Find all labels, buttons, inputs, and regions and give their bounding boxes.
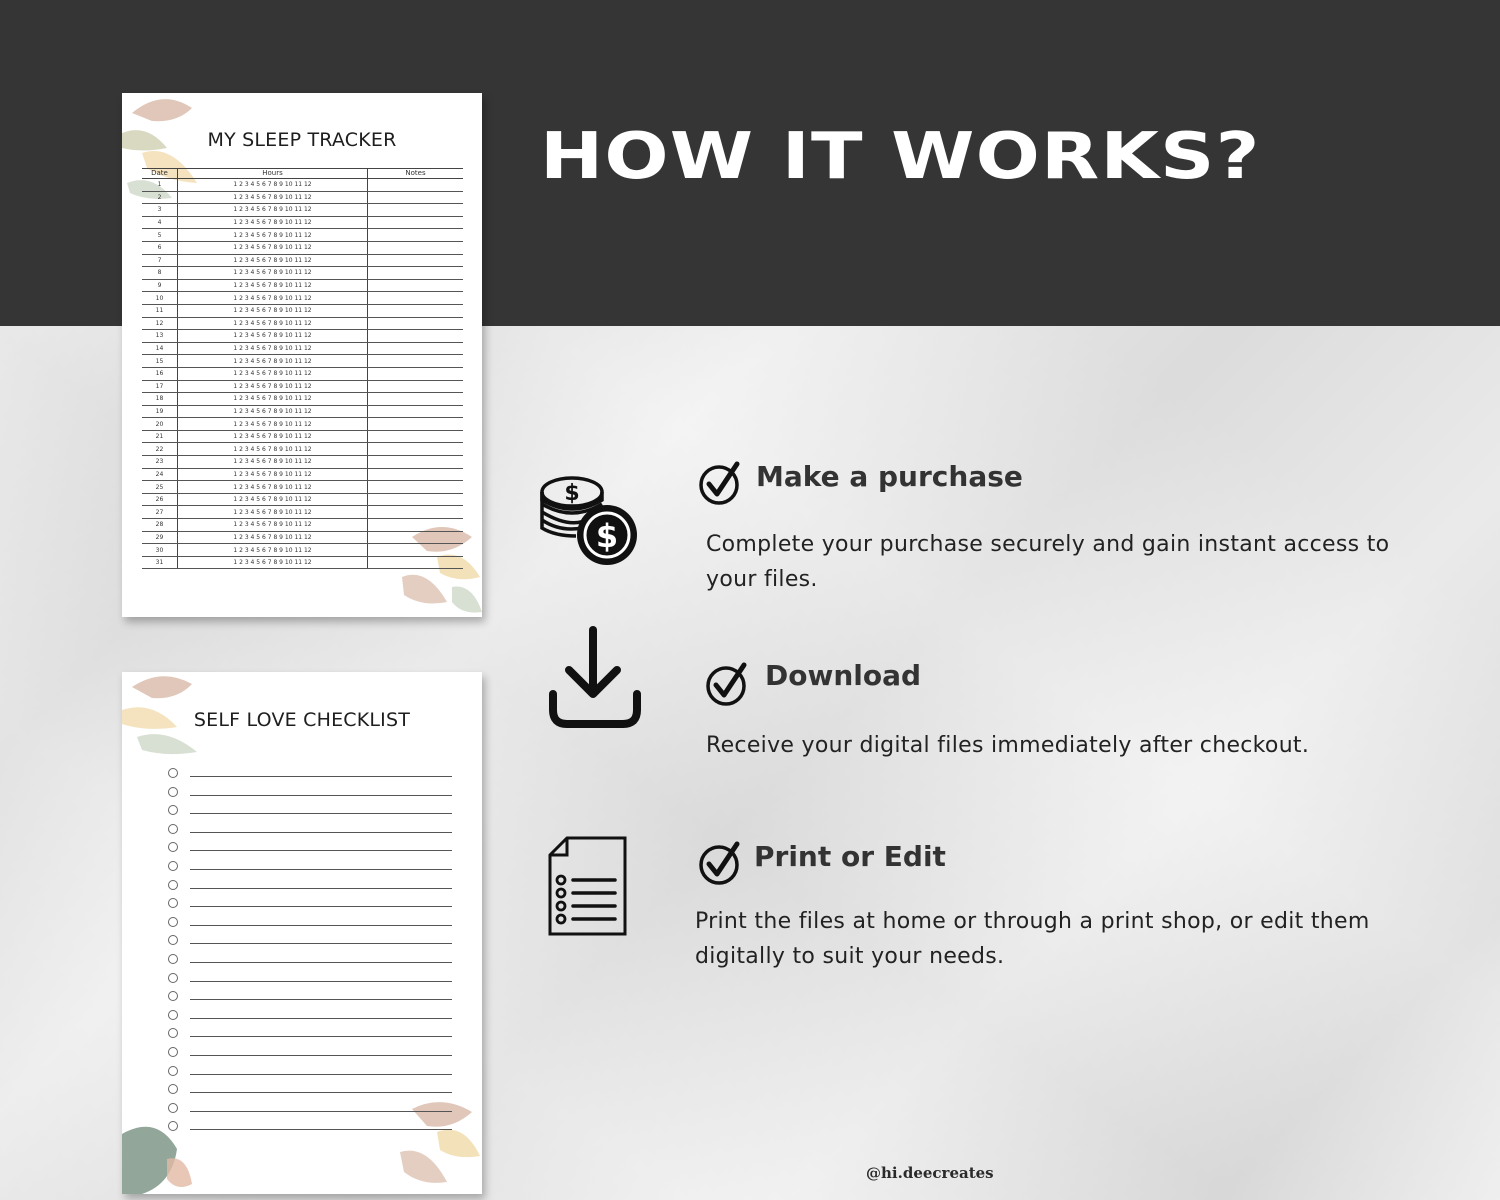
table-row xyxy=(142,304,463,317)
download-icon xyxy=(547,624,643,732)
day-number-cell: 17 xyxy=(142,380,178,393)
hours-scale-cell: 1 2 3 4 5 6 7 8 9 10 11 12 xyxy=(178,468,368,481)
notes-cell xyxy=(368,254,464,267)
checklist-item xyxy=(168,823,452,842)
notes-cell xyxy=(368,267,464,280)
table-row xyxy=(142,405,463,418)
writing-line xyxy=(190,1018,452,1019)
page-headline: HOW IT WORKS? xyxy=(540,120,1261,194)
table-row xyxy=(142,179,463,192)
day-number-cell: 21 xyxy=(142,430,178,443)
writing-line xyxy=(190,776,452,777)
notes-cell xyxy=(368,393,464,406)
day-number-cell: 8 xyxy=(142,267,178,280)
sleep-tracker-title: MY SLEEP TRACKER xyxy=(207,129,397,151)
table-row xyxy=(142,493,463,506)
empty-checkbox-icon xyxy=(168,991,178,1001)
hours-scale-cell: 1 2 3 4 5 6 7 8 9 10 11 12 xyxy=(178,380,368,393)
day-number-cell: 7 xyxy=(142,254,178,267)
day-number-cell: 5 xyxy=(142,229,178,242)
day-number-cell: 4 xyxy=(142,216,178,229)
table-row xyxy=(142,443,463,456)
hours-scale-cell: 1 2 3 4 5 6 7 8 9 10 11 12 xyxy=(178,179,368,192)
sleep-tracker-page-preview xyxy=(122,93,482,617)
empty-checkbox-icon xyxy=(168,954,178,964)
hours-scale-cell: 1 2 3 4 5 6 7 8 9 10 11 12 xyxy=(178,191,368,204)
day-number-cell: 16 xyxy=(142,367,178,380)
checklist-item xyxy=(168,767,452,786)
notes-cell xyxy=(368,179,464,192)
coins-dollar-icon xyxy=(540,474,640,569)
notes-cell xyxy=(368,330,464,343)
notes-cell xyxy=(368,355,464,368)
empty-checkbox-icon xyxy=(168,1047,178,1057)
hours-scale-cell: 1 2 3 4 5 6 7 8 9 10 11 12 xyxy=(178,367,368,380)
hours-scale-cell: 1 2 3 4 5 6 7 8 9 10 11 12 xyxy=(178,292,368,305)
table-row xyxy=(142,418,463,431)
day-number-cell: 20 xyxy=(142,418,178,431)
hours-scale-cell: 1 2 3 4 5 6 7 8 9 10 11 12 xyxy=(178,544,368,557)
notes-cell xyxy=(368,493,464,506)
empty-checkbox-icon xyxy=(168,935,178,945)
checklist-item xyxy=(168,1065,452,1084)
check-circle-icon xyxy=(697,840,743,886)
table-header-row xyxy=(142,169,463,179)
document-list-icon xyxy=(547,836,629,938)
table-row xyxy=(142,393,463,406)
notes-cell xyxy=(368,342,464,355)
notes-cell xyxy=(368,506,464,519)
hours-scale-cell: 1 2 3 4 5 6 7 8 9 10 11 12 xyxy=(178,418,368,431)
day-number-cell: 14 xyxy=(142,342,178,355)
checklist-item xyxy=(168,879,452,898)
table-row xyxy=(142,506,463,519)
writing-line xyxy=(190,813,452,814)
checklist-item xyxy=(168,953,452,972)
empty-checkbox-icon xyxy=(168,917,178,927)
hours-scale-cell: 1 2 3 4 5 6 7 8 9 10 11 12 xyxy=(178,330,368,343)
notes-column-header: Notes xyxy=(368,169,464,179)
step-description-print-or-edit: Print the files at home or through a print shop, or edit them digitally to suit your needs. xyxy=(695,909,1370,969)
writing-line xyxy=(190,1111,452,1112)
table-row xyxy=(142,468,463,481)
day-number-cell: 28 xyxy=(142,519,178,532)
notes-cell xyxy=(368,556,464,569)
writing-line xyxy=(190,925,452,926)
table-row xyxy=(142,544,463,557)
checklist-item xyxy=(168,860,452,879)
check-circle-icon xyxy=(697,460,743,506)
checklist-item xyxy=(168,1083,452,1102)
day-number-cell: 10 xyxy=(142,292,178,305)
day-number-cell: 2 xyxy=(142,191,178,204)
notes-cell xyxy=(368,519,464,532)
notes-cell xyxy=(368,304,464,317)
notes-cell xyxy=(368,367,464,380)
notes-cell xyxy=(368,418,464,431)
writing-line xyxy=(190,981,452,982)
writing-line xyxy=(190,999,452,1000)
empty-checkbox-icon xyxy=(168,1084,178,1094)
notes-cell xyxy=(368,380,464,393)
day-number-cell: 11 xyxy=(142,304,178,317)
table-row xyxy=(142,292,463,305)
hours-scale-cell: 1 2 3 4 5 6 7 8 9 10 11 12 xyxy=(178,531,368,544)
day-number-cell: 23 xyxy=(142,456,178,469)
hours-scale-cell: 1 2 3 4 5 6 7 8 9 10 11 12 xyxy=(178,493,368,506)
empty-checkbox-icon xyxy=(168,1121,178,1131)
table-row xyxy=(142,279,463,292)
notes-cell xyxy=(368,241,464,254)
hours-scale-cell: 1 2 3 4 5 6 7 8 9 10 11 12 xyxy=(178,556,368,569)
hours-scale-cell: 1 2 3 4 5 6 7 8 9 10 11 12 xyxy=(178,254,368,267)
writing-line xyxy=(190,850,452,851)
checklist-item xyxy=(168,972,452,991)
notes-cell xyxy=(368,456,464,469)
hours-scale-cell: 1 2 3 4 5 6 7 8 9 10 11 12 xyxy=(178,456,368,469)
step-description-purchase: Complete your purchase securely and gain instant access to your files. xyxy=(706,532,1390,592)
hours-scale-cell: 1 2 3 4 5 6 7 8 9 10 11 12 xyxy=(178,279,368,292)
day-number-cell: 18 xyxy=(142,393,178,406)
writing-line xyxy=(190,888,452,889)
day-number-cell: 15 xyxy=(142,355,178,368)
table-row xyxy=(142,430,463,443)
empty-checkbox-icon xyxy=(168,805,178,815)
checklist-item xyxy=(168,1009,452,1028)
hours-scale-cell: 1 2 3 4 5 6 7 8 9 10 11 12 xyxy=(178,443,368,456)
notes-cell xyxy=(368,481,464,494)
table-row xyxy=(142,519,463,532)
notes-cell xyxy=(368,443,464,456)
table-row xyxy=(142,556,463,569)
sleep-tracker-table xyxy=(142,168,463,569)
empty-checkbox-icon xyxy=(168,973,178,983)
table-row xyxy=(142,380,463,393)
day-number-cell: 12 xyxy=(142,317,178,330)
notes-cell xyxy=(368,317,464,330)
day-number-cell: 24 xyxy=(142,468,178,481)
writing-line xyxy=(190,1074,452,1075)
empty-checkbox-icon xyxy=(168,880,178,890)
day-number-cell: 29 xyxy=(142,531,178,544)
day-number-cell: 27 xyxy=(142,506,178,519)
writing-line xyxy=(190,1055,452,1056)
hours-scale-cell: 1 2 3 4 5 6 7 8 9 10 11 12 xyxy=(178,342,368,355)
notes-cell xyxy=(368,204,464,217)
writing-line xyxy=(190,832,452,833)
table-row xyxy=(142,481,463,494)
hours-scale-cell: 1 2 3 4 5 6 7 8 9 10 11 12 xyxy=(178,481,368,494)
notes-cell xyxy=(368,229,464,242)
writing-line xyxy=(190,906,452,907)
checklist-item xyxy=(168,1046,452,1065)
day-number-cell: 26 xyxy=(142,493,178,506)
svg-text:$: $ xyxy=(564,481,580,506)
table-row xyxy=(142,267,463,280)
writing-line xyxy=(190,1092,452,1093)
hours-scale-cell: 1 2 3 4 5 6 7 8 9 10 11 12 xyxy=(178,216,368,229)
writing-line xyxy=(190,1036,452,1037)
creator-handle: @hi.deecreates xyxy=(866,1164,994,1182)
checklist-item xyxy=(168,841,452,860)
writing-line xyxy=(190,1129,452,1130)
table-row xyxy=(142,191,463,204)
checklist-item xyxy=(168,1102,452,1121)
table-row xyxy=(142,531,463,544)
hours-scale-cell: 1 2 3 4 5 6 7 8 9 10 11 12 xyxy=(178,267,368,280)
hours-scale-cell: 1 2 3 4 5 6 7 8 9 10 11 12 xyxy=(178,304,368,317)
step-description-download: Receive your digital files immediately after checkout. xyxy=(706,733,1310,758)
notes-cell xyxy=(368,405,464,418)
hours-scale-cell: 1 2 3 4 5 6 7 8 9 10 11 12 xyxy=(178,393,368,406)
checklist-item xyxy=(168,804,452,823)
step-heading-purchase: Make a purchase xyxy=(756,460,1023,493)
table-row xyxy=(142,330,463,343)
self-love-checklist-page-preview xyxy=(122,672,482,1194)
writing-line xyxy=(190,795,452,796)
table-row xyxy=(142,355,463,368)
table-row xyxy=(142,204,463,217)
empty-checkbox-icon xyxy=(168,861,178,871)
checklist-item xyxy=(168,897,452,916)
day-number-cell: 13 xyxy=(142,330,178,343)
notes-cell xyxy=(368,544,464,557)
table-row xyxy=(142,229,463,242)
hours-column-header: Hours xyxy=(178,169,368,179)
notes-cell xyxy=(368,292,464,305)
hours-scale-cell: 1 2 3 4 5 6 7 8 9 10 11 12 xyxy=(178,317,368,330)
svg-text:$: $ xyxy=(595,517,619,555)
day-number-cell: 1 xyxy=(142,179,178,192)
checklist-lines xyxy=(168,767,452,1139)
table-row xyxy=(142,367,463,380)
day-number-cell: 25 xyxy=(142,481,178,494)
day-number-cell: 9 xyxy=(142,279,178,292)
notes-cell xyxy=(368,279,464,292)
hours-scale-cell: 1 2 3 4 5 6 7 8 9 10 11 12 xyxy=(178,430,368,443)
day-number-cell: 30 xyxy=(142,544,178,557)
empty-checkbox-icon xyxy=(168,1010,178,1020)
table-row xyxy=(142,254,463,267)
step-heading-download: Download xyxy=(765,659,922,692)
checklist-item xyxy=(168,1027,452,1046)
hours-scale-cell: 1 2 3 4 5 6 7 8 9 10 11 12 xyxy=(178,519,368,532)
empty-checkbox-icon xyxy=(168,787,178,797)
notes-cell xyxy=(368,191,464,204)
table-row xyxy=(142,216,463,229)
writing-line xyxy=(190,869,452,870)
step-heading-print-or-edit: Print or Edit xyxy=(754,840,946,873)
hours-scale-cell: 1 2 3 4 5 6 7 8 9 10 11 12 xyxy=(178,204,368,217)
day-number-cell: 19 xyxy=(142,405,178,418)
empty-checkbox-icon xyxy=(168,824,178,834)
notes-cell xyxy=(368,430,464,443)
day-number-cell: 22 xyxy=(142,443,178,456)
hours-scale-cell: 1 2 3 4 5 6 7 8 9 10 11 12 xyxy=(178,229,368,242)
writing-line xyxy=(190,943,452,944)
checklist-item xyxy=(168,990,452,1009)
table-row xyxy=(142,456,463,469)
empty-checkbox-icon xyxy=(168,898,178,908)
checklist-item xyxy=(168,934,452,953)
hours-scale-cell: 1 2 3 4 5 6 7 8 9 10 11 12 xyxy=(178,405,368,418)
empty-checkbox-icon xyxy=(168,1028,178,1038)
table-row xyxy=(142,342,463,355)
notes-cell xyxy=(368,468,464,481)
day-number-cell: 6 xyxy=(142,241,178,254)
self-love-checklist-title: SELF LOVE CHECKLIST xyxy=(193,709,411,731)
hours-scale-cell: 1 2 3 4 5 6 7 8 9 10 11 12 xyxy=(178,355,368,368)
hours-scale-cell: 1 2 3 4 5 6 7 8 9 10 11 12 xyxy=(178,241,368,254)
sleep-table-body xyxy=(142,179,463,569)
check-circle-icon xyxy=(704,661,750,707)
hours-scale-cell: 1 2 3 4 5 6 7 8 9 10 11 12 xyxy=(178,506,368,519)
checklist-item xyxy=(168,916,452,935)
table-row xyxy=(142,241,463,254)
checklist-item xyxy=(168,786,452,805)
notes-cell xyxy=(368,216,464,229)
writing-line xyxy=(190,962,452,963)
notes-cell xyxy=(368,531,464,544)
empty-checkbox-icon xyxy=(168,1103,178,1113)
day-number-cell: 31 xyxy=(142,556,178,569)
table-row xyxy=(142,317,463,330)
checklist-item xyxy=(168,1120,452,1139)
date-column-header: Date xyxy=(142,169,178,179)
empty-checkbox-icon xyxy=(168,1066,178,1076)
day-number-cell: 3 xyxy=(142,204,178,217)
empty-checkbox-icon xyxy=(168,768,178,778)
empty-checkbox-icon xyxy=(168,842,178,852)
